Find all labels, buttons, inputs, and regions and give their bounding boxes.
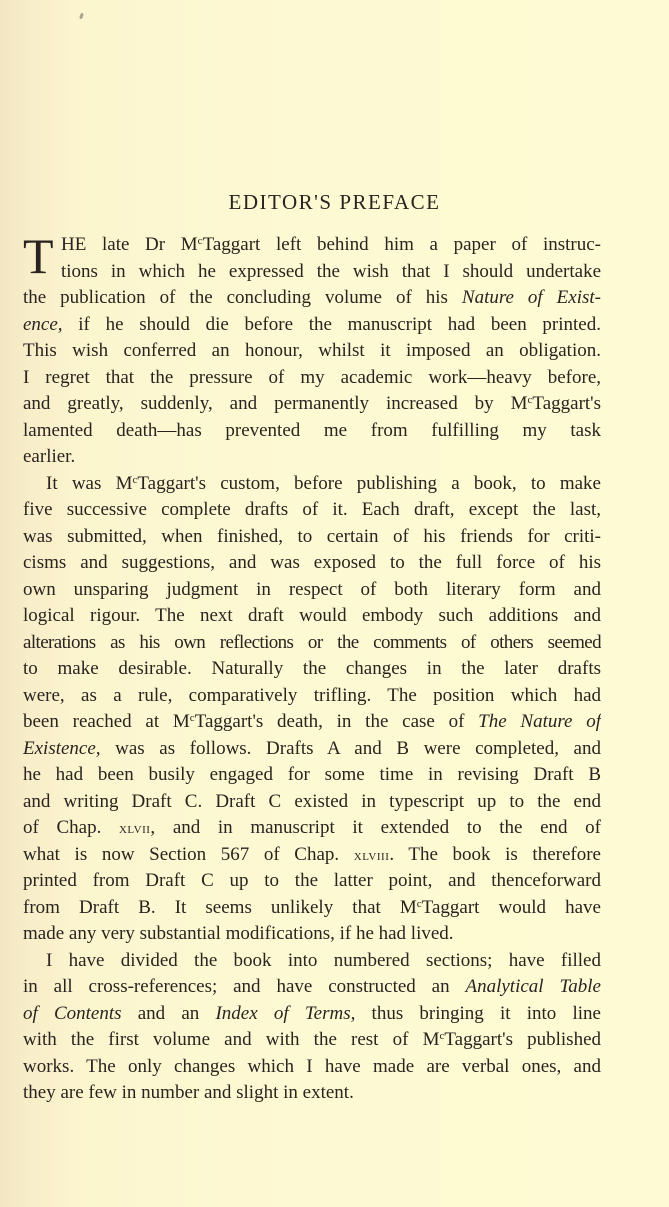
text-line: I regret that the pressure of my academic work—heavy before,: [23, 366, 601, 388]
text-line: printed from Draft C up to the latter point, and thenceforward: [23, 870, 601, 891]
paragraph-2: [23, 471, 601, 948]
text-line: I have divided the book into numbered sections; have filled: [46, 949, 601, 971]
text-line: It was $M^cTaggart's$ custom, before publishing a book, to make: [46, 472, 601, 494]
text-line: from Draft B. It seems unlikely that $M^cTaggart$ would have: [23, 896, 601, 918]
text-line: alterations as his own reflections or the comments of others seemed: [23, 631, 601, 653]
text-line: and greatly, suddenly, and permanently increased by $M^cTaggart's$: [23, 393, 601, 414]
text-line: they are few in number and slight in extent.: [23, 1082, 354, 1103]
text-line: works. The only changes which I have made are verbal ones, and: [23, 1055, 601, 1077]
text-line: cisms and suggestions, and was exposed to the full force of his: [23, 552, 601, 573]
text-line: of Chap. xlvii, and in manuscript it extended to the end of: [23, 817, 601, 838]
text-line: were, as a rule, comparatively trifling. The position which had: [23, 684, 601, 706]
text-line: own unsparing judgment in respect of both literary form and: [23, 578, 601, 600]
text-line: what is now Section 567 of Chap. xlviii. The book is therefore: [23, 843, 601, 865]
text-line: HE late Dr $M^cTaggart$ left behind him a paper of instruc-: [61, 234, 601, 255]
text-line: to make desirable. Naturally the changes in the later drafts: [23, 658, 601, 679]
drop-cap: T: [23, 228, 54, 284]
text-line: tions in which he expressed the wish that I should undertake: [61, 260, 601, 282]
paragraph-3: [23, 948, 601, 1107]
text-line: This wish conferred an honour, whilst it imposed an obligation.: [23, 340, 601, 361]
text-line: and writing Draft C. Draft C existed in typescript up to the end: [23, 790, 601, 812]
paragraph-1: [23, 228, 601, 471]
text-line: with the first volume and with the rest of $M^cTaggart's$ published: [23, 1029, 601, 1050]
page-title: EDITOR'S PREFACE: [228, 190, 441, 215]
text-line: was submitted, when finished, to certain of his friends for criti-: [23, 525, 601, 547]
text-line: lamented death—has prevented me from fulfilling my task: [23, 419, 601, 441]
text-line: logical rigour. The next draft would embody such additions and: [23, 605, 601, 626]
text-line: in all cross-references; and have constructed an Analytical Table: [23, 976, 601, 997]
text-line: of Contents and an Index of Terms, thus bringing it into line: [23, 1002, 601, 1024]
text-line: five successive complete drafts of it. Each draft, except the last,: [23, 499, 601, 520]
page-smudge: [79, 13, 84, 20]
text-line: he had been busily engaged for some time in revising Draft B: [23, 764, 601, 785]
text-line: ence, if he should die before the manuscript had been printed.: [23, 313, 601, 335]
text-line: been reached at $M^cTaggart's$ death, in the case of The Nature of: [23, 711, 601, 732]
preface-body: [23, 228, 601, 1107]
text-line: made any very substantial modifications, if he had lived.: [23, 923, 454, 944]
text-line: earlier.: [23, 446, 76, 467]
text-line: the publication of the concluding volume of his Nature of Exist-: [23, 287, 601, 308]
text-line: Existence, was as follows. Drafts A and B were completed, and: [23, 737, 601, 759]
